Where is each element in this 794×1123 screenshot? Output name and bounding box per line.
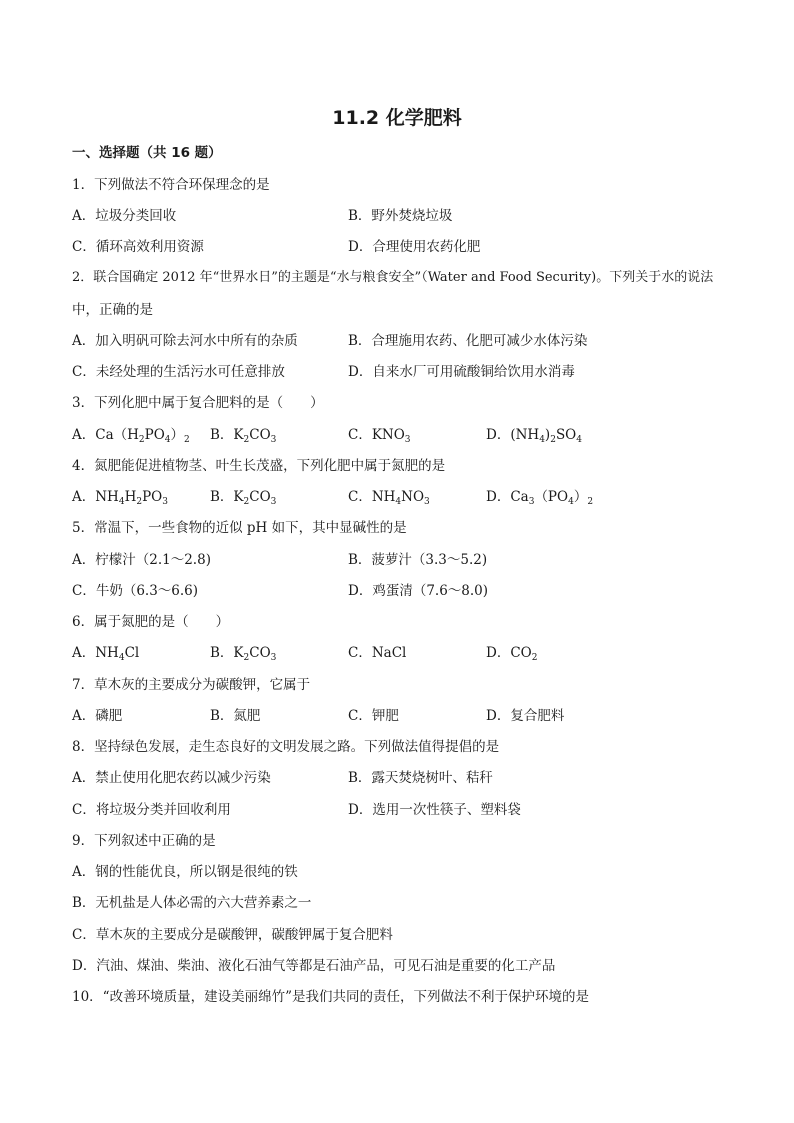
question-8-option-a: A．禁止使用化肥农药以减少污染 [72, 770, 271, 786]
formula-text: B．K [210, 427, 244, 443]
question-9-option-d: D．汽油、煤油、柴油、液化石油气等都是石油产品，可见石油是重要的化工产品 [72, 958, 556, 974]
formula-text: C．KNO [348, 427, 405, 443]
question-3-option-a [72, 426, 190, 444]
question-5-option-d: D．鸡蛋清（7.6～8.0) [348, 583, 489, 599]
subscript: 2 [587, 497, 594, 507]
subscript: 2 [184, 435, 190, 445]
question-6-option-a [72, 644, 139, 662]
question-6-option-b [210, 644, 276, 662]
formula-text: D．CO [486, 645, 532, 661]
question-8-option-c: C．将垃圾分类并回收利用 [72, 802, 231, 818]
page-title: 11.2 化学肥料 [332, 107, 462, 129]
question-2-option-d: D．自来水厂可用硫酸铜给饮用水消毒 [348, 364, 575, 380]
formula-text: （PO [534, 489, 569, 505]
question-3-stem: 3．下列化肥中属于复合肥料的是（ ） [72, 395, 324, 411]
formula-text: D．(NH [486, 427, 540, 443]
formula-text: A．Ca（H [72, 427, 139, 443]
question-2-stem-line2: 中，正确的是 [72, 302, 153, 318]
formula-text: CO [249, 489, 271, 505]
question-6-option-d [486, 644, 537, 662]
formula-text: B．K [210, 489, 244, 505]
subscript: 2 [243, 653, 250, 663]
formula-text: A．NH [72, 489, 119, 505]
subscript: 2 [243, 435, 250, 445]
subscript: 4 [568, 497, 574, 507]
question-1-option-c: C．循环高效利用资源 [72, 239, 204, 255]
question-10-stem: 10．“改善环境质量，建设美丽绵竹”是我们共同的责任，下列做法不利于保护环境的是 [72, 989, 589, 1005]
subscript: 2 [243, 497, 250, 507]
question-7-option-d: D．复合肥料 [486, 708, 565, 724]
formula-text: C．NH [348, 489, 396, 505]
subscript: 4 [576, 435, 582, 445]
question-5-option-c: C．牛奶（6.3～6.6) [72, 583, 199, 599]
formula-text: CO [249, 427, 271, 443]
question-3-option-c [348, 426, 411, 444]
question-2-option-b: B．合理施用农药、化肥可减少水体污染 [348, 333, 588, 349]
subscript: 2 [138, 435, 145, 445]
question-7-option-c: C．钾肥 [348, 708, 399, 724]
subscript: 3 [528, 497, 535, 507]
formula-text: NO [401, 489, 425, 505]
question-1-stem: 1．下列做法不符合环保理念的是 [72, 177, 270, 193]
formula-text: CO [249, 645, 271, 661]
formula-text: SO [555, 427, 577, 443]
subscript: 3 [404, 435, 411, 445]
question-9-option-a: A．钢的性能优良，所以钢是很纯的铁 [72, 864, 298, 880]
subscript: 3 [424, 497, 430, 507]
question-7-option-a: A．磷肥 [72, 708, 123, 724]
formula-text: Cl [124, 645, 140, 661]
subscript: 3 [270, 497, 277, 507]
question-7-option-b: B．氮肥 [210, 708, 261, 724]
question-8-option-b: B．露天焚烧树叶、秸秆 [348, 770, 493, 786]
subscript: 3 [162, 497, 168, 507]
question-4-option-c [348, 488, 430, 506]
subscript: 4 [118, 497, 125, 507]
question-6-option-c: C．NaCl [348, 645, 407, 661]
formula-text: B．K [210, 645, 244, 661]
question-8-stem: 8．坚持绿色发展，走生态良好的文明发展之路。下列做法值得提倡的是 [72, 739, 500, 755]
subscript: 4 [118, 653, 125, 663]
question-6-stem: 6．属于氮肥的是（ ） [72, 614, 230, 630]
question-5-option-a: A．柠檬汁（2.1～2.8) [72, 552, 211, 568]
question-2-option-a: A．加入明矾可除去河水中所有的杂质 [72, 333, 298, 349]
question-5-option-b: B．菠萝汁（3.3～5.2) [348, 552, 488, 568]
question-5-stem: 5．常温下，一些食物的近似 pH 如下，其中显碱性的是 [72, 520, 407, 536]
question-2-stem-line1: 2．联合国确定 2012 年“世界水日”的主题是“水与粮食安全”（Water and Food Security)。下列关于水的说法 [72, 270, 714, 285]
question-4-option-a [72, 488, 168, 506]
subscript: 3 [270, 653, 277, 663]
question-9-option-b: B．无机盐是人体必需的六大营养素之一 [72, 895, 312, 911]
subscript: 4 [539, 435, 545, 445]
question-8-option-d: D．选用一次性筷子、塑料袋 [348, 802, 521, 818]
formula-text: ） [573, 489, 588, 505]
formula-text: H [124, 489, 137, 505]
question-1-option-a: A．垃圾分类回收 [72, 208, 177, 224]
question-7-stem: 7．草木灰的主要成分为碳酸钾，它属于 [72, 677, 311, 693]
question-4-option-b [210, 488, 276, 506]
formula-text: D．Ca [486, 489, 529, 505]
subscript: 4 [395, 497, 402, 507]
subscript: 4 [164, 435, 171, 445]
question-1-option-d: D．合理使用农药化肥 [348, 239, 481, 255]
formula-text: ） [170, 427, 185, 443]
subscript: 2 [550, 435, 556, 445]
question-9-stem: 9．下列叙述中正确的是 [72, 833, 216, 849]
question-4-option-d [486, 488, 593, 506]
subscript: 2 [531, 653, 538, 663]
subscript: 3 [270, 435, 277, 445]
formula-text: ) [544, 427, 551, 443]
question-2-option-c: C．未经处理的生活污水可任意排放 [72, 364, 285, 380]
question-9-option-c: C．草木灰的主要成分是碳酸钾，碳酸钾属于复合肥料 [72, 927, 393, 943]
formula-text: PO [144, 427, 165, 443]
subscript: 2 [136, 497, 143, 507]
question-1-option-b: B．野外焚烧垃圾 [348, 208, 453, 224]
section-heading: 一、选择题（共 16 题） [72, 145, 222, 161]
formula-text: A．NH [72, 645, 119, 661]
question-3-option-b [210, 426, 276, 444]
formula-text: PO [142, 489, 163, 505]
question-4-stem: 4．氮肥能促进植物茎、叶生长茂盛，下列化肥中属于氮肥的是 [72, 458, 446, 474]
question-3-option-d [486, 426, 582, 444]
